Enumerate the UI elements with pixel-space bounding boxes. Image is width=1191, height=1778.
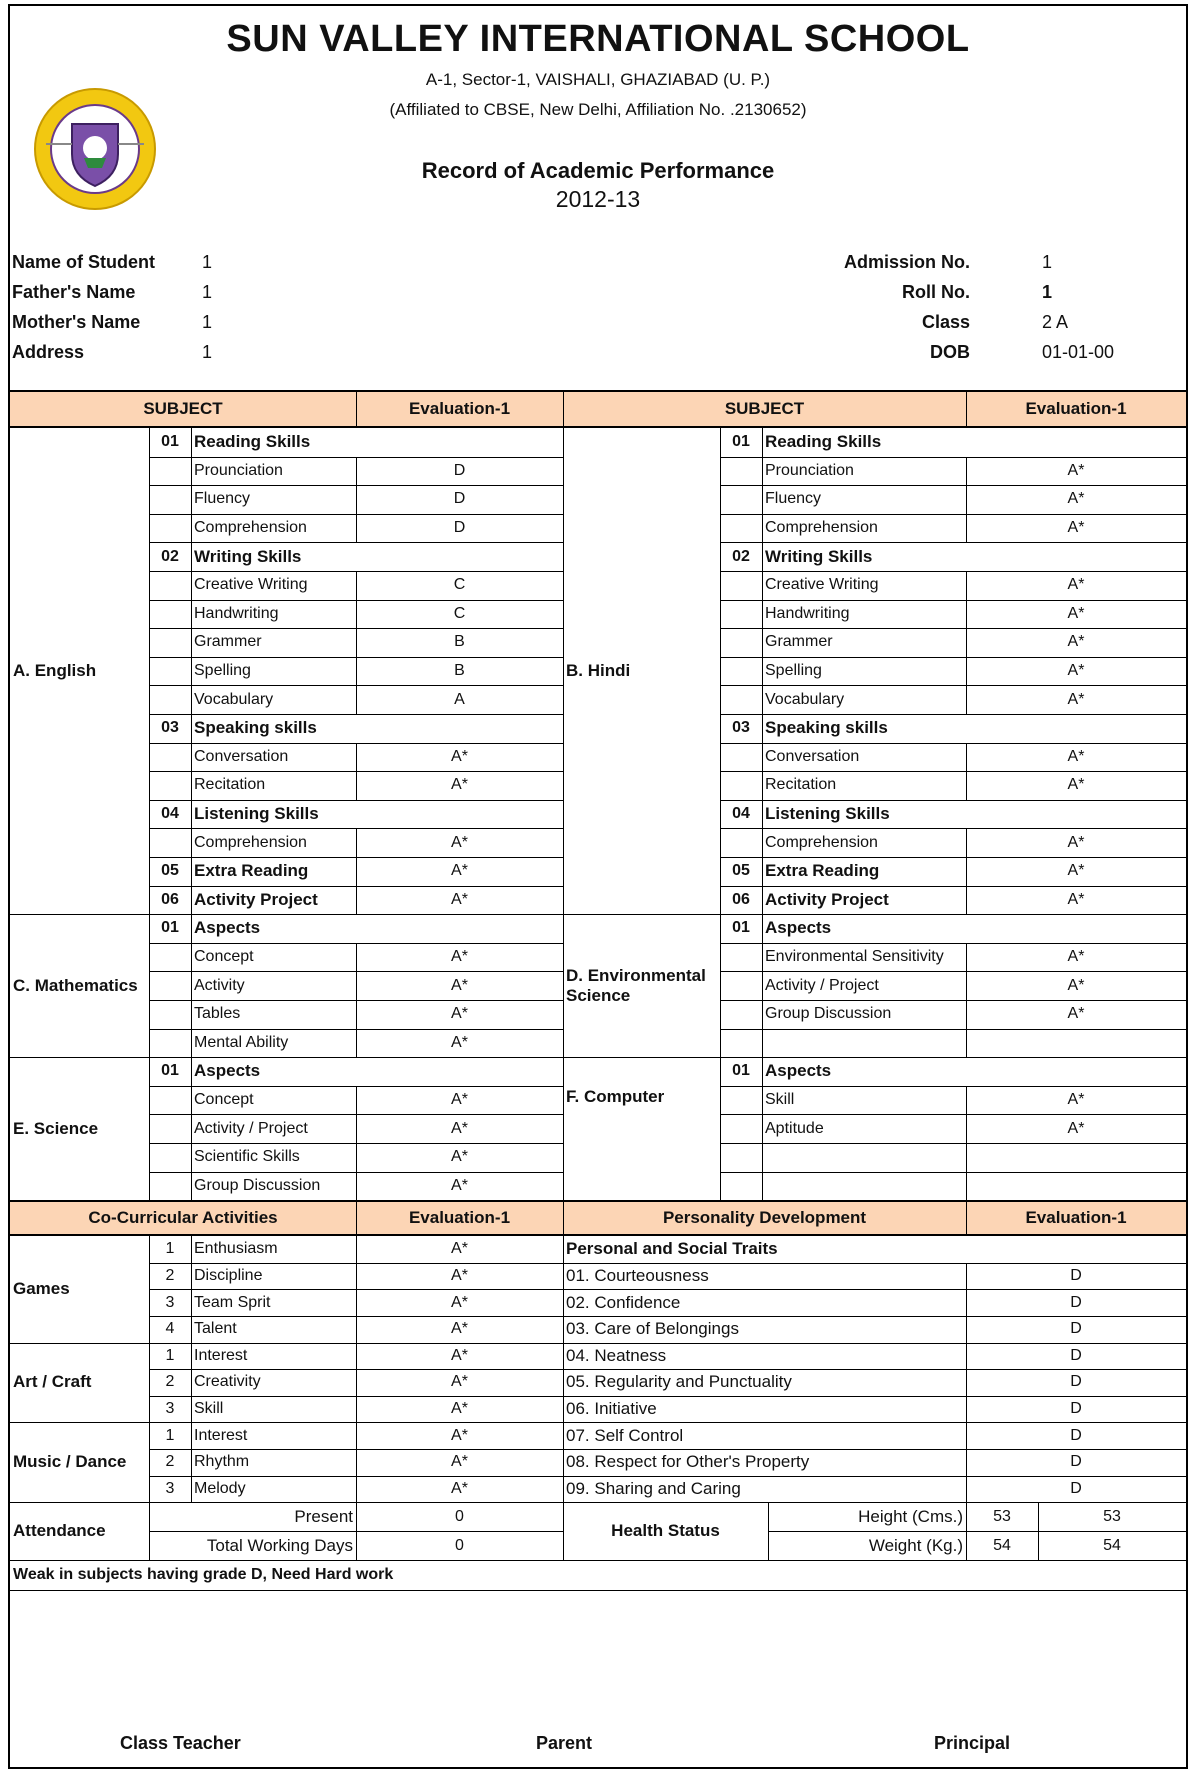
grid-line (966, 390, 967, 426)
grid-line (356, 390, 357, 426)
english-item-label: Fluency (194, 490, 251, 508)
english-grade: D (453, 490, 466, 508)
dob-label: DOB (930, 342, 970, 362)
grid-line (563, 428, 564, 914)
personality-grade: D (1070, 1479, 1082, 1497)
father-name-label: Father's Name (12, 282, 136, 302)
english-grade: C (453, 576, 466, 594)
evaluation-header-right: Evaluation-1 (966, 392, 1186, 426)
personality-grade: D (1070, 1426, 1082, 1444)
english-item-label: Activity Project (194, 889, 318, 909)
personality-trait-label: 07. Self Control (566, 1425, 684, 1445)
hindi-grade: A* (1067, 576, 1085, 594)
english-grade: A* (451, 747, 468, 765)
science-grade: A* (451, 1148, 468, 1166)
hindi-num: 04 (732, 805, 750, 823)
grid-line (563, 1200, 564, 1234)
report-title: Record of Academic Performance (421, 158, 775, 183)
english-num: 06 (161, 890, 179, 908)
grid-line (149, 743, 150, 772)
cocurricular-item-label: Discipline (194, 1267, 263, 1285)
hindi-item-label: Recitation (765, 776, 837, 794)
hindi-item-label: Grammer (765, 633, 833, 651)
cocurricular-grade: A* (451, 1293, 468, 1311)
dob-value: 01-01-00 (1042, 342, 1115, 362)
school-address: A-1, Sector-1, VAISHALI, GHAZIABAD (U. P.) (425, 70, 771, 89)
hindi-grade: A* (1067, 604, 1085, 622)
cocurricular-grade: A* (451, 1267, 468, 1285)
science-grade: A* (451, 1091, 468, 1109)
grid-line (720, 571, 721, 600)
class-label: Class (921, 312, 970, 332)
roll-label: Roll No. (902, 282, 970, 302)
maths-grade: A* (451, 948, 468, 966)
hindi-num: 02 (732, 547, 750, 565)
grid-line (720, 828, 721, 857)
weight-value-2: 54 (1103, 1536, 1121, 1554)
report-year: 2012-13 (555, 186, 641, 212)
english-section-heading: Reading Skills (194, 432, 311, 452)
hindi-num: 05 (732, 862, 750, 880)
english-grade: B (454, 662, 465, 680)
english-item-label: Comprehension (194, 833, 307, 851)
science-item-label: Group Discussion (194, 1176, 321, 1194)
subject-name-maths: C. Mathematics (13, 975, 138, 995)
hindi-item-label: Handwriting (765, 604, 850, 622)
english-grade: B (454, 633, 465, 651)
grid-line (720, 1114, 721, 1143)
grid-line (720, 771, 721, 800)
computer-grade (966, 1143, 1186, 1172)
english-num: 04 (161, 805, 179, 823)
evs-grade: A* (1067, 1005, 1085, 1023)
roll-number: 1 (1042, 282, 1053, 302)
cocurricular-group: Art / Craft (13, 1372, 92, 1392)
hindi-item-label: Comprehension (765, 833, 878, 851)
cocurricular-num: 3 (165, 1293, 175, 1311)
grid-line (149, 971, 150, 1000)
cocurricular-item-label: Rhythm (194, 1453, 250, 1471)
cocurricular-grade: A* (451, 1426, 468, 1444)
personality-header: Personality Development (563, 1202, 966, 1234)
class-value: 2 A (1042, 312, 1069, 332)
hindi-section-heading: Listening Skills (765, 804, 890, 824)
evaluation-header-left: Evaluation-1 (356, 392, 563, 426)
hindi-item-label: Prounciation (765, 461, 854, 479)
grid-line (966, 1502, 967, 1560)
hindi-grade: A* (1067, 690, 1085, 708)
grid-line (720, 1029, 721, 1058)
computer-item-label (762, 1172, 966, 1201)
english-section-heading: Writing Skills (194, 546, 302, 566)
evs-item-label: Environmental Sensitivity (765, 948, 944, 966)
english-item-label: Vocabulary (194, 690, 274, 708)
hindi-item-label: Fluency (765, 490, 822, 508)
computer-grade (966, 1172, 1186, 1201)
grid-line (720, 485, 721, 514)
cocurricular-item-label: Talent (194, 1320, 237, 1338)
english-grade: A* (451, 862, 468, 880)
evs-grade: A* (1067, 948, 1085, 966)
grid-line (720, 1086, 721, 1115)
hindi-num: 06 (732, 890, 750, 908)
english-item-label: Grammer (194, 633, 262, 651)
hindi-section-heading: Reading Skills (765, 432, 882, 452)
cocurricular-grade: A* (451, 1346, 468, 1364)
grid-line (149, 657, 150, 686)
cocurricular-num: 4 (165, 1320, 175, 1338)
personality-heading: Personal and Social Traits (566, 1239, 778, 1259)
grid-line (149, 485, 150, 514)
cocurricular-item-label: Interest (194, 1346, 248, 1364)
cocurricular-num: 3 (165, 1400, 175, 1418)
hindi-item-label: Spelling (765, 662, 822, 680)
grid-line (720, 628, 721, 657)
computer-item-label (762, 1143, 966, 1172)
student-name-label: Name of Student (12, 252, 156, 272)
personality-trait-label: 05. Regularity and Punctuality (566, 1372, 792, 1392)
subject-name-evs-line2: Science (566, 985, 631, 1005)
grades-table (10, 6, 1186, 1767)
english-grade: A (454, 690, 465, 708)
science-item-label: Scientific Skills (194, 1148, 300, 1166)
grid-line (720, 971, 721, 1000)
science-grade: A* (451, 1119, 468, 1137)
father-name: 1 (202, 282, 213, 302)
personality-grade: D (1070, 1373, 1082, 1391)
grid-line (720, 743, 721, 772)
admission-label: Admission No. (843, 252, 970, 272)
grid-line (149, 943, 150, 972)
maths-item-label: Mental Ability (194, 1033, 289, 1051)
cocurricular-grade: A* (451, 1400, 468, 1418)
attendance-label: Attendance (13, 1521, 106, 1541)
personality-evaluation-header: Evaluation-1 (966, 1202, 1186, 1234)
hindi-grade: A* (1067, 890, 1085, 908)
hindi-grade: A* (1067, 519, 1085, 537)
computer-item-label: Skill (765, 1091, 795, 1109)
hindi-grade: A* (1067, 461, 1085, 479)
english-item-label: Extra Reading (194, 861, 309, 881)
parent-signature: Parent (536, 1733, 593, 1753)
cocurricular-item-label: Team Sprit (194, 1293, 271, 1311)
hindi-num: 01 (732, 433, 750, 451)
grid-line (149, 1086, 150, 1115)
cocurricular-item-label: Creativity (194, 1373, 261, 1391)
evs-item-label: Group Discussion (765, 1005, 892, 1023)
grid-line (720, 1143, 721, 1172)
english-grade: C (453, 604, 466, 622)
grid-line (149, 1000, 150, 1029)
cocurricular-grade: A* (451, 1453, 468, 1471)
computer-item-label: Aptitude (765, 1119, 824, 1137)
height-value-2: 53 (1103, 1507, 1121, 1525)
grid-line (720, 514, 721, 543)
grid-line (1038, 1502, 1039, 1560)
hindi-grade: A* (1067, 662, 1085, 680)
computer-section-heading: Aspects (765, 1061, 832, 1081)
computer-grade: A* (1067, 1119, 1085, 1137)
hindi-grade: A* (1067, 862, 1085, 880)
maths-grade: A* (451, 976, 468, 994)
mother-name: 1 (202, 312, 213, 332)
grid-line (563, 390, 564, 426)
grid-line (720, 1172, 721, 1201)
student-address: 1 (202, 342, 213, 362)
school-name: SUN VALLEY INTERNATIONAL SCHOOL (226, 18, 970, 60)
present-value: 0 (455, 1507, 464, 1525)
english-item-label: Conversation (194, 747, 289, 765)
subject-name-science: E. Science (13, 1118, 99, 1138)
admission-number: 1 (1042, 252, 1053, 272)
science-num: 01 (161, 1062, 179, 1080)
grid-line (720, 600, 721, 629)
maths-item-label: Tables (194, 1005, 241, 1023)
english-item-label: Recitation (194, 776, 266, 794)
grid-line (149, 1143, 150, 1172)
health-status-label: Health Status (611, 1521, 720, 1541)
grid-line (149, 1114, 150, 1143)
principal-signature: Principal (934, 1733, 1011, 1753)
hindi-section-heading: Writing Skills (765, 546, 873, 566)
grid-line (149, 771, 150, 800)
hindi-grade: A* (1067, 747, 1085, 765)
cocurricular-grade: A* (451, 1479, 468, 1497)
grid-line (563, 914, 564, 1057)
evs-num: 01 (732, 919, 750, 937)
hindi-item-label: Extra Reading (765, 861, 880, 881)
total-working-days-label: Total Working Days (206, 1535, 353, 1555)
cocurricular-num: 3 (165, 1479, 175, 1497)
cocurricular-num: 2 (165, 1267, 175, 1285)
grid-line (356, 1200, 357, 1234)
personality-grade: D (1070, 1267, 1082, 1285)
cocurricular-item-label: Enthusiasm (194, 1240, 278, 1258)
subject-name-evs-line1: D. Environmental (566, 965, 706, 985)
cocurricular-group: Music / Dance (13, 1452, 127, 1472)
hindi-num: 03 (732, 719, 750, 737)
grid-line (720, 685, 721, 714)
hindi-grade: A* (1067, 776, 1085, 794)
grid-line (966, 1200, 967, 1234)
personality-trait-label: 06. Initiative (566, 1399, 657, 1419)
hindi-grade: A* (1067, 633, 1085, 651)
english-section-heading: Speaking skills (194, 718, 317, 738)
evs-section-heading: Aspects (765, 918, 832, 938)
hindi-item-label: Comprehension (765, 519, 878, 537)
english-item-label: Handwriting (194, 604, 279, 622)
cocurricular-item-label: Melody (194, 1479, 246, 1497)
grid-line (720, 457, 721, 486)
grid-line (149, 600, 150, 629)
grid-line (10, 1590, 1186, 1591)
grid-line (149, 1029, 150, 1058)
maths-section-heading: Aspects (194, 918, 261, 938)
evs-grade (966, 1029, 1186, 1058)
maths-item-label: Activity (194, 976, 245, 994)
subject-name-computer: F. Computer (566, 1086, 665, 1106)
grid-line (720, 657, 721, 686)
computer-grade: A* (1067, 1091, 1085, 1109)
english-num: 03 (161, 719, 179, 737)
cocurricular-header: Co-Curricular Activities (10, 1202, 356, 1234)
grid-line (563, 1236, 564, 1502)
hindi-item-label: Creative Writing (765, 576, 879, 594)
english-grade: A* (451, 776, 468, 794)
subject-name-evs (563, 914, 720, 1057)
personality-grade: D (1070, 1320, 1082, 1338)
cocurricular-num: 1 (165, 1346, 175, 1364)
personality-grade: D (1070, 1346, 1082, 1364)
maths-item-label: Concept (194, 948, 254, 966)
grid-line (720, 1000, 721, 1029)
grid-line (149, 1172, 150, 1201)
personality-grade: D (1070, 1293, 1082, 1311)
cocurricular-num: 2 (165, 1453, 175, 1471)
cocurricular-group: Games (13, 1279, 70, 1299)
grid-line (149, 828, 150, 857)
cocurricular-num: 1 (165, 1426, 175, 1444)
science-section-heading: Aspects (194, 1061, 261, 1081)
english-section-heading: Listening Skills (194, 804, 319, 824)
science-grade: A* (451, 1176, 468, 1194)
cocurricular-item-label: Skill (194, 1400, 224, 1418)
height-value-1: 53 (993, 1507, 1011, 1525)
english-num: 01 (161, 433, 179, 451)
maths-grade: A* (451, 1005, 468, 1023)
student-name: 1 (202, 252, 213, 272)
subject-header-left: SUBJECT (10, 392, 356, 426)
personality-trait-label: 04. Neatness (566, 1345, 667, 1365)
cocurricular-grade: A* (451, 1240, 468, 1258)
school-affiliation: (Affiliated to CBSE, New Delhi, Affiliation No. .2130652) (389, 100, 807, 119)
grid-line (149, 457, 150, 486)
science-item-label: Activity / Project (194, 1119, 308, 1137)
present-label: Present (294, 1506, 353, 1526)
grid-line (720, 943, 721, 972)
cocurricular-num: 1 (165, 1240, 175, 1258)
hindi-item-label: Conversation (765, 747, 860, 765)
weight-value-1: 54 (993, 1536, 1011, 1554)
evs-item-label (762, 1029, 966, 1058)
cocurricular-num: 2 (165, 1373, 175, 1391)
hindi-item-label: Activity Project (765, 889, 889, 909)
cocurricular-grade: A* (451, 1320, 468, 1338)
grid-line (563, 1057, 564, 1200)
address-label: Address (12, 342, 85, 362)
evs-item-label: Activity / Project (765, 976, 879, 994)
personality-trait-label: 03. Care of Belongings (566, 1319, 739, 1339)
english-item-label: Comprehension (194, 519, 307, 537)
english-grade: D (453, 461, 466, 479)
english-item-label: Creative Writing (194, 576, 308, 594)
english-item-label: Prounciation (194, 461, 283, 479)
evs-grade: A* (1067, 976, 1085, 994)
personality-trait-label: 01. Courteousness (566, 1266, 709, 1286)
english-num: 05 (161, 862, 179, 880)
personality-grade: D (1070, 1453, 1082, 1471)
subject-name-english: A. English (13, 661, 97, 681)
remark: Weak in subjects having grade D, Need Hard work (13, 1566, 394, 1584)
personality-trait-label: 09. Sharing and Caring (566, 1478, 741, 1498)
report-card (8, 4, 1188, 1769)
english-grade: A* (451, 833, 468, 851)
grid-line (149, 514, 150, 543)
maths-grade: A* (451, 1033, 468, 1051)
mother-name-label: Mother's Name (12, 312, 141, 332)
personality-grade: D (1070, 1400, 1082, 1418)
maths-num: 01 (161, 919, 179, 937)
grid-line (356, 1502, 357, 1560)
science-item-label: Concept (194, 1091, 254, 1109)
subject-header-right: SUBJECT (563, 392, 966, 426)
english-num: 02 (161, 547, 179, 565)
cocurricular-evaluation-header: Evaluation-1 (356, 1202, 563, 1234)
hindi-section-heading: Speaking skills (765, 718, 888, 738)
weight-label: Weight (Kg.) (868, 1535, 963, 1555)
hindi-grade: A* (1067, 490, 1085, 508)
english-grade: D (453, 519, 466, 537)
class-teacher-signature: Class Teacher (120, 1733, 241, 1753)
personality-trait-label: 02. Confidence (566, 1292, 681, 1312)
total-working-days-value: 0 (455, 1536, 464, 1554)
grid-line (149, 571, 150, 600)
hindi-item-label: Vocabulary (765, 690, 845, 708)
subject-name-hindi: B. Hindi (566, 661, 631, 681)
personality-trait-label: 08. Respect for Other's Property (566, 1452, 810, 1472)
computer-num: 01 (732, 1062, 750, 1080)
grid-line (149, 628, 150, 657)
subject-name-evs-text (566, 966, 706, 1006)
cocurricular-item-label: Interest (194, 1426, 248, 1444)
cocurricular-grade: A* (451, 1373, 468, 1391)
english-grade: A* (451, 890, 468, 908)
grid-line (149, 685, 150, 714)
hindi-grade: A* (1067, 833, 1085, 851)
height-label: Height (Cms.) (858, 1506, 963, 1526)
english-item-label: Spelling (194, 662, 251, 680)
